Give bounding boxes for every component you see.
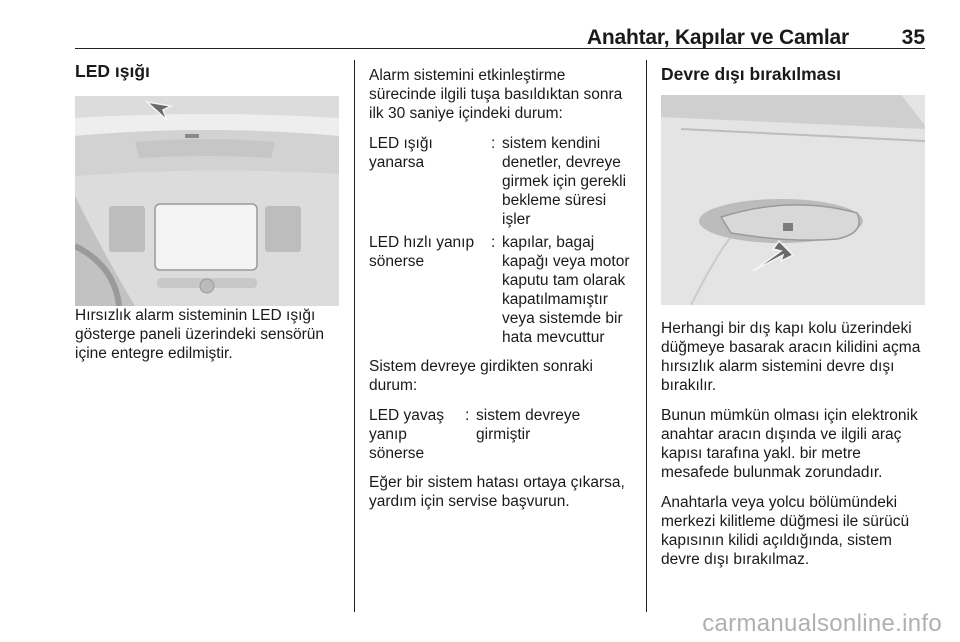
led-caption: Hırsızlık alarm sisteminin LED ışığı gösterge paneli üzerindeki sensörün içine entegre edilmiştir. xyxy=(75,307,325,362)
table-colon: : xyxy=(465,407,470,424)
table-term: LED ışığı yanarsa xyxy=(369,135,433,171)
dashboard-led-icon xyxy=(75,96,339,306)
section-heading-led: LED ışığı xyxy=(75,61,150,81)
status-table-armed xyxy=(369,406,634,463)
dashboard-led-figure xyxy=(75,96,339,306)
table-colon: : xyxy=(491,135,496,152)
page-number: 35 xyxy=(901,26,925,49)
armed-paragraph: Sistem devreye girdikten sonraki durum: xyxy=(369,358,593,394)
intro-paragraph: Alarm sistemini etkinleştirme sürecinde ilgili tuşa basıldıktan sonra ilk 30 saniye içindeki durum: xyxy=(369,67,623,122)
chapter-title: Anahtar, Kapılar ve Camlar xyxy=(586,26,849,49)
left-column xyxy=(75,60,339,374)
watermark: carmanualsonline.info xyxy=(702,610,942,637)
table-colon: : xyxy=(491,234,496,251)
table-term: LED hızlı yanıp sönerse xyxy=(369,234,475,270)
deactivation-paragraph-3: Anahtarla veya yolcu bölümündeki merkezi kilitleme düğmesi ile sürücü kapısının kilidi açıldığında, sistem devre dışı bırakılmaz. xyxy=(661,494,910,568)
service-paragraph: Eğer bir sistem hatası ortaya çıkarsa, yardım için servise başvurun. xyxy=(369,474,625,510)
table-definition: sistem devreye girmiştir xyxy=(476,407,581,443)
right-column xyxy=(661,60,925,580)
deactivation-paragraph-2: Bunun mümkün olması için elektronik anahtar aracın dışında ve ilgili araç kapısı tarafına yakl. bir metre mesafede bulunmak zorundadır. xyxy=(661,407,918,481)
table-row xyxy=(369,406,634,463)
table-definition: kapılar, bagaj kapağı veya motor kaputu tam olarak kapatılmamıştır veya sistemde bir hata mevcuttur xyxy=(502,234,630,346)
door-handle-figure xyxy=(661,95,925,305)
table-row xyxy=(369,134,634,229)
table-definition: sistem kendini denetler, devreye girmek için gerekli bekleme süresi işler xyxy=(502,135,627,228)
section-heading-deactivation: Devre dışı bırakılması xyxy=(661,64,841,84)
page-header xyxy=(75,22,925,49)
status-table-arming xyxy=(369,134,634,347)
column-divider xyxy=(354,60,355,612)
table-row xyxy=(369,233,634,347)
middle-column xyxy=(369,60,634,522)
deactivation-paragraph-1: Herhangi bir dış kapı kolu üzerindeki düğmeye basarak aracın kilidini açma hırsızlık alarm sistemini devre dışı bırakılır. xyxy=(661,320,921,394)
table-term: LED yavaş yanıp sönerse xyxy=(369,407,444,462)
column-divider xyxy=(646,60,647,612)
door-handle-icon xyxy=(661,95,925,305)
